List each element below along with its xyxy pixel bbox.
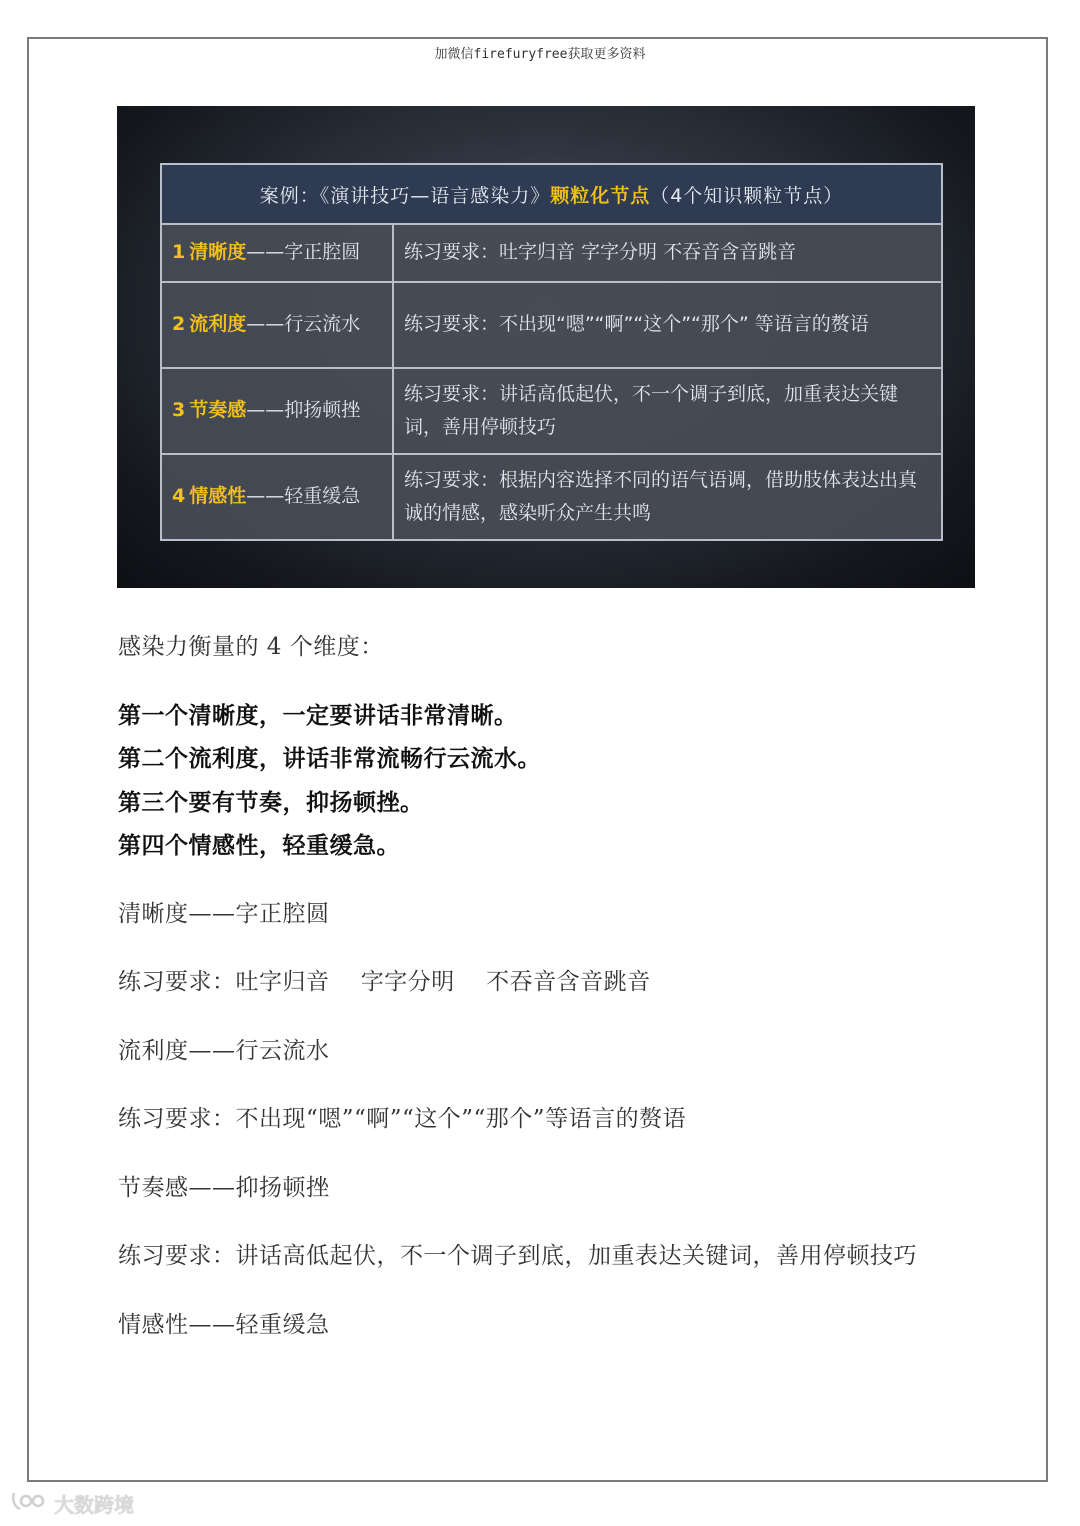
row-subtitle: ——轻重缓急: [246, 485, 361, 508]
slide-row: [161, 282, 942, 368]
paragraph-3: 流利度——行云流水: [118, 1038, 330, 1064]
slide-row-key: [161, 282, 393, 368]
slide-row-key: [161, 224, 393, 282]
row-name: 情感性: [189, 485, 247, 508]
row-name: 流利度: [189, 313, 247, 336]
paragraph-1: 清晰度——字正腔圆: [118, 901, 330, 927]
paragraph-6: 练习要求：讲话高低起伏，不一个调子到底，加重表达关键词，善用停顿技巧: [118, 1243, 917, 1269]
row-number: 1: [172, 241, 186, 264]
row-number: 3: [172, 399, 186, 422]
watermark-text: 大数跨境: [54, 1492, 134, 1517]
intro-line: 感染力衡量的 4 个维度：: [118, 634, 384, 660]
slide-image: [117, 106, 975, 588]
slide-row-requirement: 练习要求：吐字归音 字字分明 不吞音含音跳音: [393, 224, 942, 282]
row-number: 2: [172, 313, 186, 336]
row-subtitle: ——行云流水: [246, 313, 361, 336]
paragraph-2: 练习要求：吐字归音 字字分明 不吞音含音跳音: [118, 969, 651, 995]
row-number: 4: [172, 485, 186, 508]
slide-table: [160, 163, 943, 541]
header-note: 加微信firefuryfree获取更多资料: [434, 47, 646, 62]
watermark: [10, 1488, 134, 1518]
slide-table-title: [161, 164, 942, 224]
slide-row-key: [161, 454, 393, 540]
row-name: 清晰度: [189, 241, 247, 264]
slide-title-prefix: 案例：《演讲技巧—语言感染力》: [259, 184, 551, 207]
slide-row-requirement: 练习要求：讲话高低起伏，不一个调子到底，加重表达关键词，善用停顿技巧: [393, 368, 942, 454]
slide-row: [161, 368, 942, 454]
bold-line-2: 第二个流利度，讲话非常流畅行云流水。: [118, 745, 541, 772]
slide-row-key: [161, 368, 393, 454]
paragraph-5: 节奏感——抑扬顿挫: [118, 1175, 330, 1201]
paragraph-4: 练习要求：不出现“嗯”“啊”“这个”“那个”等语言的赘语: [118, 1106, 687, 1132]
row-subtitle: ——抑扬顿挫: [246, 399, 361, 422]
paragraph-7: 情感性——轻重缓急: [118, 1312, 330, 1338]
watermark-logo-icon: [10, 1489, 50, 1518]
slide-row: [161, 454, 942, 540]
slide-row-requirement: 练习要求：不出现“嗯”“啊”“这个”“那个” 等语言的赘语: [393, 282, 942, 368]
slide-title-highlight: 颗粒化节点: [550, 184, 651, 207]
bold-line-3: 第三个要有节奏，抑扬顿挫。: [118, 789, 424, 816]
row-subtitle: ——字正腔圆: [246, 241, 361, 264]
slide-row-requirement: 练习要求：根据内容选择不同的语气语调，借助肢体表达出真诚的情感，感染听众产生共鸣: [393, 454, 942, 540]
row-name: 节奏感: [189, 399, 247, 422]
slide-title-suffix: （4个知识颗粒节点）: [650, 184, 844, 207]
bold-line-4: 第四个情感性，轻重缓急。: [118, 832, 400, 859]
slide-row: [161, 224, 942, 282]
bold-line-1: 第一个清晰度，一定要讲话非常清晰。: [118, 702, 518, 729]
